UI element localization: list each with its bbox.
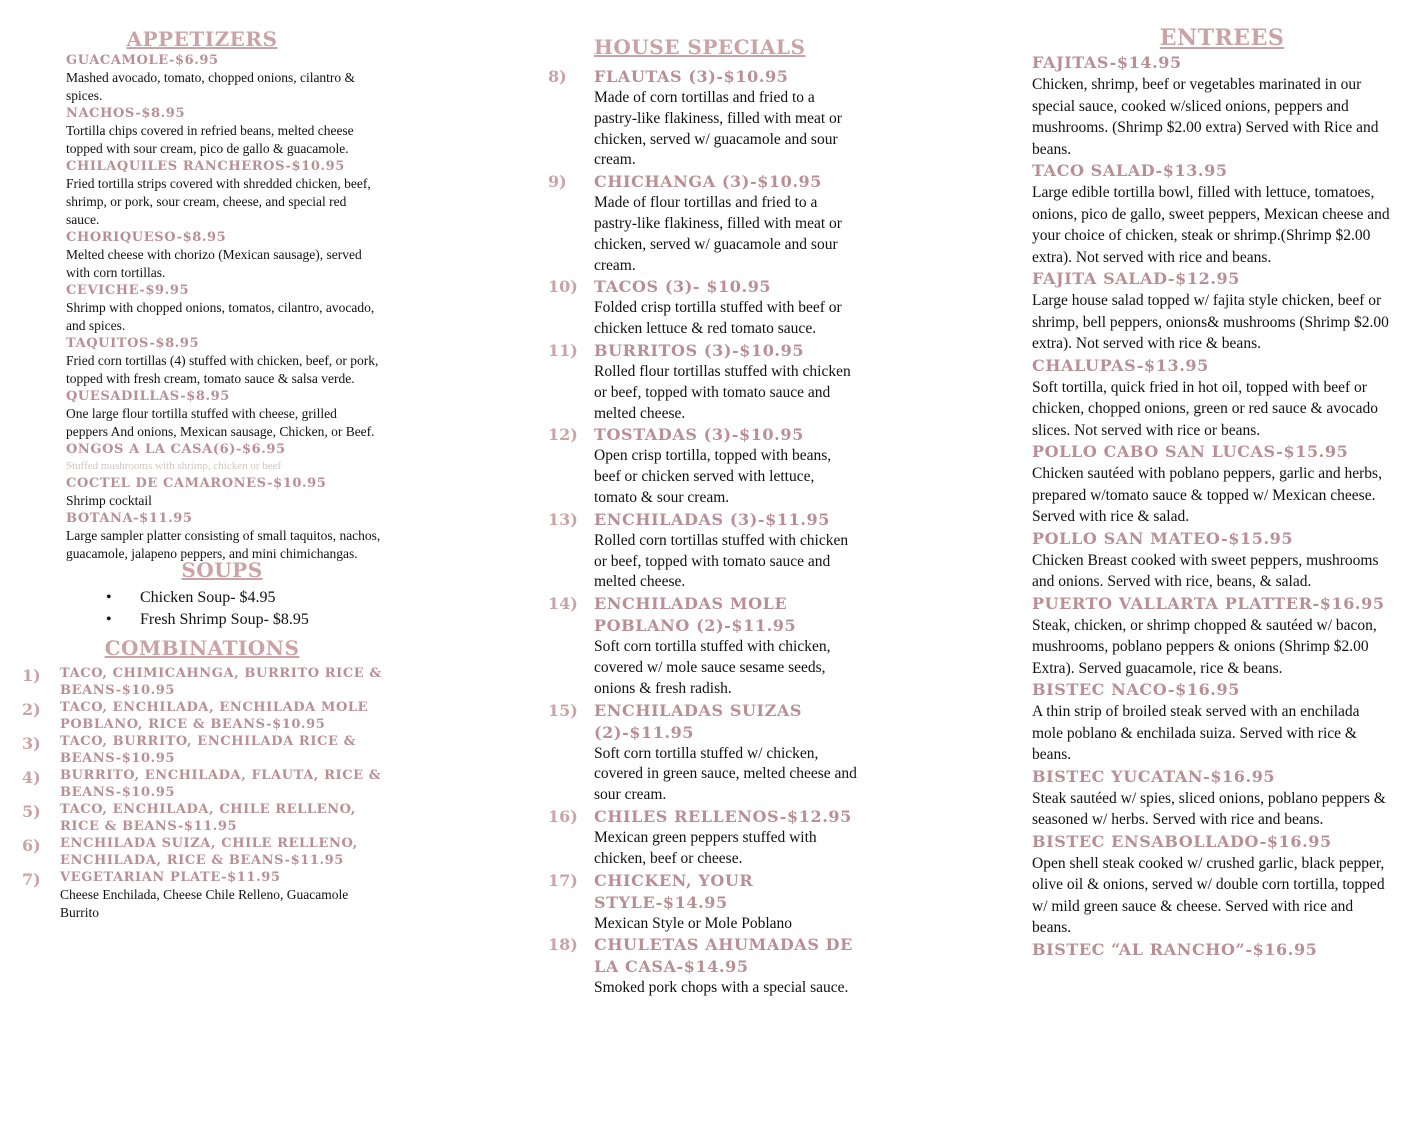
menu-item bbox=[548, 700, 858, 806]
menu-item bbox=[1032, 766, 1392, 831]
item-number: 5) bbox=[22, 802, 41, 821]
item-name: PUERTO VALLARTA PLATTER-$16.95 bbox=[1032, 593, 1385, 613]
item-name: POLLO SAN MATEO-$15.95 bbox=[1032, 528, 1294, 548]
item-desc: Mashed avocado, tomato, chopped onions, cilantro & spices. bbox=[66, 70, 356, 103]
column-left bbox=[22, 0, 382, 922]
item-desc: Shrimp with chopped onions, tomatos, cilantro, avocado, and spices. bbox=[66, 300, 375, 333]
menu-item bbox=[1032, 679, 1392, 766]
combo-item bbox=[22, 835, 382, 869]
item-number: 3) bbox=[22, 734, 41, 753]
item-name: BISTEC NACO-$16.95 bbox=[1032, 680, 1240, 699]
menu-item bbox=[22, 105, 382, 158]
item-desc: Chicken, shrimp, beef or vegetables marinated in our special sauce, cooked w/sliced onions, peppers and mushrooms. (Shrimp $2.00 extra) Served with Rice and beans. bbox=[1032, 76, 1379, 158]
item-desc: A thin strip of broiled steak served with an enchilada mole poblano & enchilada suiza. Served with rice & beans. bbox=[1032, 703, 1360, 763]
menu-item bbox=[548, 340, 858, 424]
item-desc: Made of flour tortillas and fried to a pastry-like flakiness, filled with meat or chicken, served w/ guacamole and sour cream. bbox=[594, 194, 842, 274]
item-desc: Large house salad topped w/ fajita style chicken, beef or shrimp, bell peppers, onions& mushrooms (Shrimp $2.00 extra). Not served with rice & beans. bbox=[1032, 292, 1389, 352]
item-desc: Made of corn tortillas and fried to a pastry-like flakiness, filled with meat or chicken, served w/ guacamole and sour cream. bbox=[594, 89, 842, 169]
item-name: TACO, BURRITO, ENCHILADA RICE & BEANS-$10.95 bbox=[60, 734, 356, 766]
combinations-heading: COMBINATIONS bbox=[104, 636, 300, 660]
item-desc: Soft corn tortilla stuffed w/ chicken, covered in green sauce, melted cheese and sour cream. bbox=[594, 744, 857, 804]
item-name: ONGOS A LA CASA(6)-$6.95 bbox=[66, 442, 286, 457]
item-number: 12) bbox=[548, 425, 578, 445]
item-desc: Soft corn tortilla stuffed with chicken, covered w/ mole sauce sesame seeds, onions & fresh radish. bbox=[594, 638, 831, 697]
menu-item bbox=[548, 593, 858, 699]
item-number: 6) bbox=[22, 836, 41, 855]
menu-item bbox=[548, 870, 858, 935]
item-desc: Open crisp tortilla, topped with beans, beef or chicken served with lettuce, tomato & sour cream. bbox=[594, 447, 832, 506]
item-name: CHICHANGA (3)-$10.95 bbox=[594, 172, 823, 192]
entrees-heading: ENTREES bbox=[1159, 25, 1285, 51]
item-name: BURRITOS (3)-$10.95 bbox=[594, 340, 805, 360]
item-number: 18) bbox=[548, 935, 578, 955]
menu-item bbox=[1032, 441, 1392, 528]
item-name: CHILAQUILES RANCHEROS-$10.95 bbox=[66, 159, 345, 174]
item-number: 8) bbox=[548, 67, 567, 86]
item-name: TAQUITOS-$8.95 bbox=[66, 336, 200, 351]
item-desc: Steak sautéed w/ spies, sliced onions, poblano peppers & seasoned w/ herbs. Served with rice and beans. bbox=[1032, 789, 1386, 828]
combo-item bbox=[22, 733, 382, 767]
menu-item bbox=[1032, 268, 1392, 355]
item-desc: Cheese Enchilada, Cheese Chile Relleno, Guacamole Burrito bbox=[60, 887, 349, 920]
menu-item bbox=[548, 171, 858, 276]
menu-item bbox=[22, 158, 382, 229]
menu-item bbox=[1032, 355, 1392, 442]
item-name: GUACAMOLE-$6.95 bbox=[66, 53, 219, 68]
item-name: FAJITA SALAD-$12.95 bbox=[1032, 269, 1240, 288]
item-desc: Fried corn tortillas (4) stuffed with chicken, beef, or pork, topped with fresh cream, tomato sauce & salsa verde. bbox=[66, 353, 379, 386]
item-number: 7) bbox=[22, 870, 41, 889]
item-name: CHORIQUESO-$8.95 bbox=[66, 230, 227, 245]
item-desc: Mexican green peppers stuffed with chicken, beef or cheese. bbox=[594, 828, 817, 867]
soups-heading: SOUPS bbox=[181, 558, 263, 582]
item-name: CHULETAS AHUMADAS DE LA CASA-$14.95 bbox=[594, 935, 853, 977]
house-specials-heading: HOUSE SPECIALS bbox=[594, 35, 806, 59]
soups-list bbox=[22, 587, 382, 631]
menu-item bbox=[1032, 939, 1392, 961]
list-item: • Fresh Shrimp Soup- $8.95 bbox=[108, 609, 382, 631]
item-desc: Soft tortilla, quick fried in hot oil, topped with beef or chicken, chopped onions, green or red sauce & avocado slices. Not served with rice or beans. bbox=[1032, 378, 1379, 439]
menu-item bbox=[22, 441, 382, 475]
menu-item bbox=[22, 510, 382, 563]
item-name: NACHOS-$8.95 bbox=[66, 106, 186, 121]
item-number: 4) bbox=[22, 768, 41, 787]
menu-item bbox=[548, 806, 858, 870]
item-name: QUESADILLAS-$8.95 bbox=[66, 389, 230, 404]
menu-item bbox=[22, 475, 382, 510]
menu-item bbox=[1032, 831, 1392, 939]
item-number: 17) bbox=[548, 870, 578, 890]
item-number: 11) bbox=[548, 340, 578, 360]
list-item: • Chicken Soup- $4.95 bbox=[108, 587, 382, 609]
item-name: VEGETARIAN PLATE-$11.95 bbox=[60, 870, 281, 885]
item-name: TACO SALAD-$13.95 bbox=[1032, 161, 1228, 180]
item-name: POLLO CABO SAN LUCAS-$15.95 bbox=[1032, 442, 1349, 461]
item-desc: Smoked pork chops with a special sauce. bbox=[594, 979, 849, 997]
menu-item bbox=[22, 388, 382, 441]
item-desc: Mexican Style or Mole Poblano bbox=[594, 914, 793, 932]
item-number: 13) bbox=[548, 509, 578, 529]
item-desc: Large sampler platter consisting of small taquitos, nachos, guacamole, jalapeno peppers, and mini chimichangas. bbox=[66, 528, 381, 561]
menu-item bbox=[1032, 593, 1392, 680]
item-desc: Shrimp cocktail bbox=[66, 493, 152, 508]
item-number: 1) bbox=[22, 666, 41, 685]
item-desc: Fried tortilla strips covered with shredded chicken, beef, shrimp, or pork, sour cream, cheese, and special red sauce. bbox=[66, 176, 371, 227]
item-desc: Chicken Breast cooked with sweet peppers, mushrooms and onions. Served with rice, beans, & salad. bbox=[1032, 551, 1379, 590]
item-number: 2) bbox=[22, 700, 41, 719]
item-name: FLAUTAS (3)-$10.95 bbox=[594, 67, 789, 86]
menu-item bbox=[548, 276, 858, 340]
menu-item bbox=[1032, 52, 1392, 160]
item-desc: Rolled flour tortillas stuffed with chicken or beef, topped with tomato sauce and melted cheese. bbox=[594, 362, 851, 422]
item-name: CEVICHE-$9.95 bbox=[66, 283, 190, 298]
item-number: 16) bbox=[548, 806, 578, 826]
combo-item bbox=[22, 869, 382, 922]
item-desc: One large flour tortilla stuffed with cheese, grilled peppers And onions, Mexican sausage, Chicken, or Beef. bbox=[66, 406, 375, 439]
combo-item bbox=[22, 699, 382, 733]
item-name: TACOS (3)- $10.95 bbox=[594, 277, 772, 297]
combo-item bbox=[22, 767, 382, 801]
item-name: ENCHILADAS (3)-$11.95 bbox=[594, 509, 830, 529]
menu-item bbox=[22, 335, 382, 388]
menu-item bbox=[1032, 160, 1392, 268]
item-desc: Rolled corn tortillas stuffed with chicken or beef, topped with tomato sauce and melted cheese. bbox=[594, 531, 849, 591]
item-desc: Stuffed mushrooms with shrimp, chicken or beef bbox=[66, 460, 282, 472]
item-name: BISTEC “AL RANCHO”-$16.95 bbox=[1032, 939, 1318, 959]
menu-item bbox=[548, 66, 858, 171]
item-name: TACO, ENCHILADA, CHILE RELLENO, RICE & BEANS-$11.95 bbox=[60, 802, 356, 834]
item-name: CHICKEN, YOUR STYLE-$14.95 bbox=[594, 870, 754, 912]
menu-item bbox=[22, 282, 382, 335]
menu-item bbox=[1032, 528, 1392, 593]
column-right bbox=[1032, 0, 1392, 961]
item-name: ENCHILADAS SUIZAS (2)-$11.95 bbox=[594, 700, 803, 742]
menu-item bbox=[548, 424, 858, 508]
item-desc: Open shell steak cooked w/ crushed garlic, black pepper, olive oil & onions, served w/ double corn tortilla, topped w/ mild green sauce & cheese. Served with rice and beans. bbox=[1032, 854, 1385, 936]
menu-item bbox=[22, 229, 382, 282]
item-name: BOTANA-$11.95 bbox=[66, 511, 193, 526]
combo-item bbox=[22, 801, 382, 835]
item-name: CHALUPAS-$13.95 bbox=[1032, 355, 1209, 375]
item-name: FAJITAS-$14.95 bbox=[1032, 53, 1182, 72]
item-number: 15) bbox=[548, 700, 578, 720]
item-name: TOSTADAS (3)-$10.95 bbox=[594, 425, 804, 445]
item-desc: Folded crisp tortilla stuffed with beef or chicken lettuce & red tomato sauce. bbox=[594, 299, 842, 338]
item-name: COCTEL DE CAMARONES-$10.95 bbox=[66, 476, 327, 491]
item-desc: Steak, chicken, or shrimp chopped & sautéed w/ bacon, mushrooms, poblano peppers & onions (Shrimp $2.00 Extra). Served guacamole, rice & beans. bbox=[1032, 616, 1377, 677]
item-desc: Chicken sautéed with poblano peppers, garlic and herbs, prepared w/tomato sauce & topped w/ Mexican cheese. Served with rice & salad. bbox=[1032, 465, 1382, 525]
item-name: CHILES RELLENOS-$12.95 bbox=[594, 806, 852, 826]
item-desc: Melted cheese with chorizo (Mexican sausage), served with corn tortillas. bbox=[66, 247, 362, 280]
column-middle bbox=[548, 0, 858, 999]
item-name: BISTEC ENSABOLLADO-$16.95 bbox=[1032, 831, 1332, 851]
item-desc: Tortilla chips covered in refried beans, melted cheese topped with sour cream, pico de gallo & guacamole. bbox=[66, 123, 354, 156]
combo-item bbox=[22, 665, 382, 699]
item-number: 14) bbox=[548, 594, 578, 614]
item-number: 10) bbox=[548, 277, 578, 297]
item-name: BISTEC YUCATAN-$16.95 bbox=[1032, 766, 1276, 786]
item-number: 9) bbox=[548, 172, 567, 192]
menu-item bbox=[548, 934, 858, 999]
menu-item bbox=[548, 509, 858, 593]
item-name: BURRITO, ENCHILADA, FLAUTA, RICE & BEANS-$10.95 bbox=[60, 768, 382, 800]
item-name: ENCHILADAS MOLE POBLANO (2)-$11.95 bbox=[594, 594, 797, 636]
item-name: TACO, CHIMICAHNGA, BURRITO RICE & BEANS-$10.95 bbox=[60, 666, 382, 698]
appetizers-heading: APPETIZERS bbox=[126, 27, 278, 51]
item-desc: Large edible tortilla bowl, filled with lettuce, tomatoes, onions, pico de gallo, sweet peppers, Mexican cheese and your choice of chicken, steak or shrimp.(Shrimp $2.00 extra). Not served with rice and beans. bbox=[1032, 184, 1390, 266]
menu-item bbox=[22, 52, 382, 105]
item-name: TACO, ENCHILADA, ENCHILADA MOLE POBLANO, RICE & BEANS-$10.95 bbox=[60, 700, 369, 732]
item-name: ENCHILADA SUIZA, CHILE RELLENO, ENCHILADA, RICE & BEANS-$11.95 bbox=[60, 836, 358, 868]
